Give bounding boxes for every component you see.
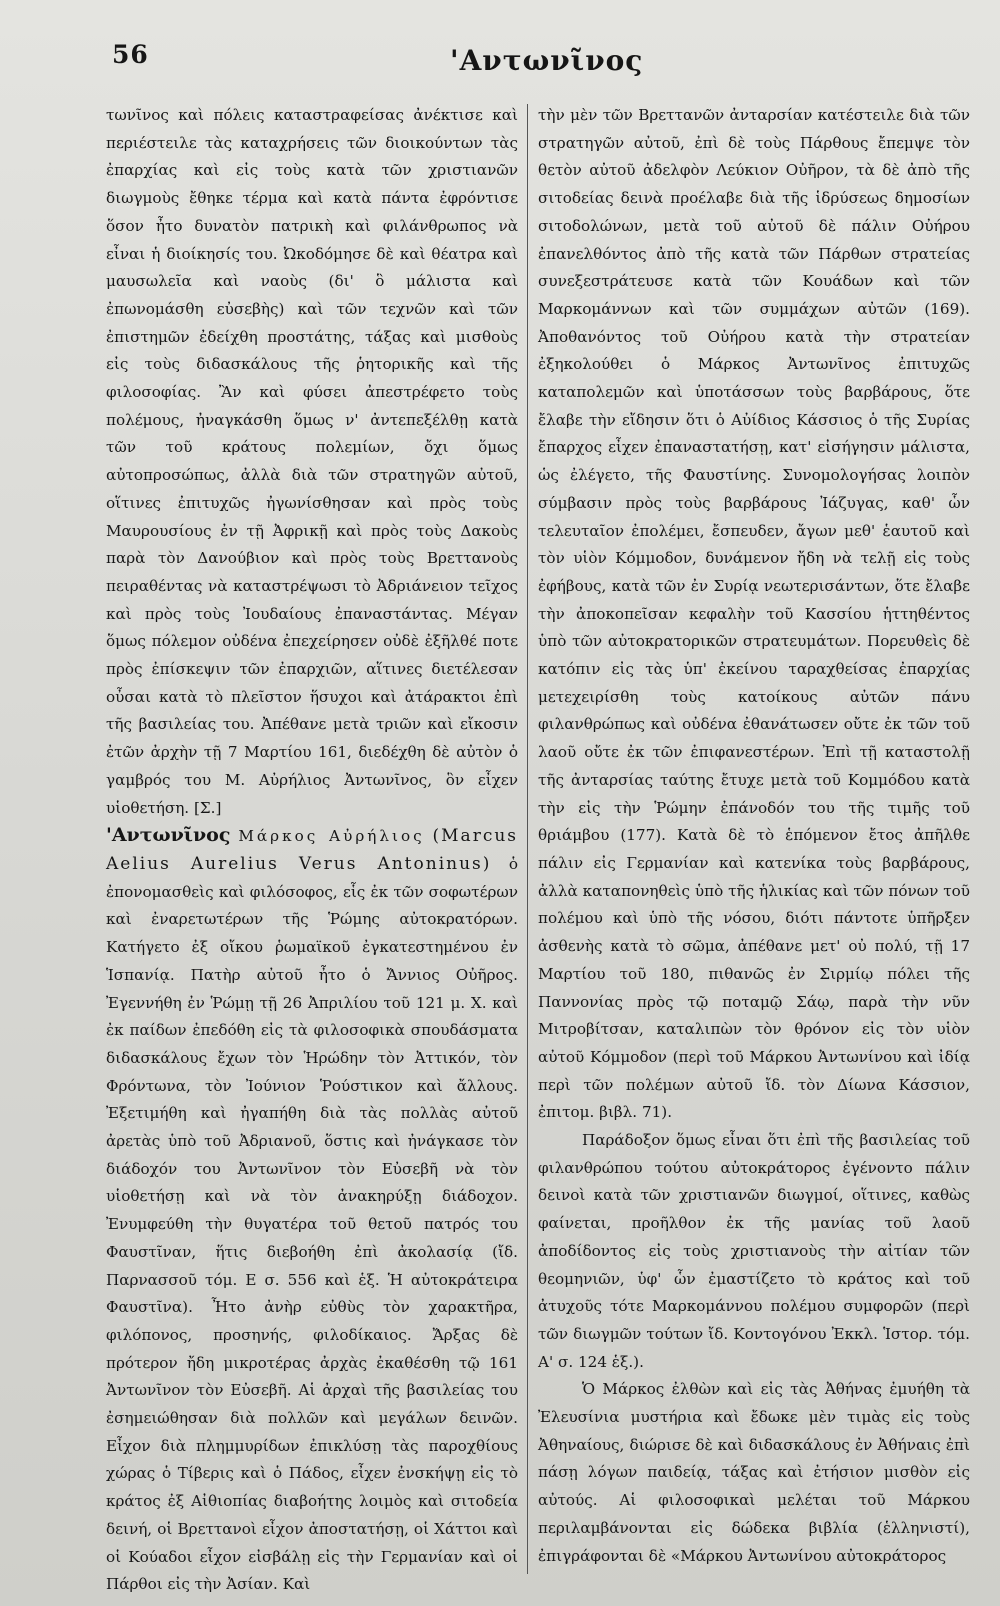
left-column	[106, 102, 518, 1599]
entry-latin-name: (Marcus Aelius Aurelius Verus Antoninus)	[106, 826, 519, 874]
right-paragraph-2: Παράδοξον ὅμως εἶναι ὅτι ἐπὶ τῆς βασιλείας τοῦ φιλανθρώπου τούτου αὐτοκράτορος ἐγένοντο πάλιν δεινοὶ κατὰ τῶν χριστιανῶν διωγμοί, οἵτινες, καθὼς φαίνεται, προῆλθον ἐκ τῆς μανίας τοῦ λαοῦ ἀποδίδοντος εἰς τοὺς χριστιανοὺς τὴν αἰτίαν τῶν θεομηνιῶν, ὑφ' ὧν ἐμαστίζετο τὸ κράτος καὶ τοῦ ἀτυχοῦς τότε Μαρκομάννου πολέμου συμφορῶν (περὶ τῶν διωγμῶν τούτων ἴδ. Κοντογόνου Ἐκκλ. Ἱστορ. τόμ. Α' σ. 124 ἑξ.).	[538, 1131, 970, 1371]
entry-name: Μάρκος Αὐρήλιος	[238, 827, 425, 846]
left-paragraph-2: ὁ ἐπονομασθεὶς καὶ φιλόσοφος, εἷς ἐκ τῶν σοφωτέρων καὶ ἐναρετωτέρων τῆς Ῥώμης αὐτοκρατόρων. Κατήγετο ἐξ οἴκου ῥωμαϊκοῦ ἐγκατεστημένου ἐν Ἱσπανίᾳ. Πατὴρ αὐτοῦ ἦτο ὁ Ἄννιος Οὐῆρος. Ἐγεννήθη ἐν Ῥώμῃ τῇ 26 Ἀπριλίου τοῦ 121 μ. Χ. καὶ ἐκ παίδων ἐπεδόθη εἰς τὰ φιλοσοφικὰ σπουδάσματα διδασκάλους ἔχων τὸν Ἡρώδην τὸν Ἀττικόν, τὸν Φρόντωνα, τὸν Ἰούνιον Ῥούστικον καὶ ἄλλους. Ἐξετιμήθη καὶ ἠγαπήθη διὰ τὰς πολλὰς αὐτοῦ ἀρετὰς ὑπὸ τοῦ Ἀδριανοῦ, ὅστις καὶ ἠνάγκασε τὸν διάδοχόν του Ἀντωνῖνον τὸν Εὐσεβῆ νὰ τὸν υἱοθετήσῃ καὶ νὰ τὸν ἀνακηρύξῃ διάδοχον. Ἐνυμφεύθη τὴν θυγατέρα τοῦ θετοῦ πατρός του Φαυστῖναν, ἥτις διεβοήθη ἐπὶ ἀκολασίᾳ (ἴδ. Παρνασσοῦ τόμ. Ε σ. 556 καὶ ἑξ. Ἡ αὐτοκράτειρα Φαυστῖνα). Ἦτο ἀνὴρ εὐθὺς τὸν χαρακτῆρα, φιλόπονος, προσηνής, φιλοδίκαιος. Ἄρξας δὲ πρότερον ἤδη μικροτέρας ἀρχὰς ἐκαθέσθη τῷ 161 Ἀντωνῖνον τὸν Εὐσεβῆ. Αἱ ἀρχαὶ τῆς βασιλείας του ἐσημειώθησαν διὰ πολλῶν καὶ μεγάλων δεινῶν. Εἶχον διὰ πλημμυρίδων ἐπικλύσῃ τὰς παροχθίους χώρας ὁ Τίβερις καὶ ὁ Πάδος, εἶχεν ἐνσκήψῃ εἰς τὸ κράτος ἐξ Αἰθιοπίας διαβοήτης λοιμὸς καὶ σιτοδεία δεινή, οἱ Βρεττανοὶ εἶχον ἀποστατήσῃ, οἱ Χάττοι καὶ οἱ Κούαδοι εἶχον εἰσβάλῃ εἰς τὴν Γερμανίαν καὶ οἱ Πάρθοι εἰς τὴν Ἀσίαν. Καὶ	[106, 854, 518, 1594]
running-title: 'Αντωνῖνος	[450, 44, 644, 77]
page-number: 56	[112, 40, 149, 69]
right-paragraph-3: Ὁ Μάρκος ἐλθὼν καὶ εἰς τὰς Ἀθήνας ἐμυήθη τὰ Ἐλευσίνια μυστήρια καὶ ἔδωκε μὲν τιμὰς εἰς τοὺς Ἀθηναίους, διώρισε δὲ καὶ διδασκάλους ἐν Ἀθήναις ἐπὶ πάσῃ λόγων παιδείᾳ, τάξας καὶ ἐτήσιον μισθὸν εἰς αὐτούς. Αἱ φιλοσοφικαὶ μελέται τοῦ Μάρκου περιλαμβάνονται εἰς δώδεκα βιβλία (ἑλληνιστί), ἐπιγράφονται δὲ «Μάρκου Ἀντωνίνου αὐτοκράτορος	[538, 1380, 970, 1565]
right-paragraph-1: τὴν μὲν τῶν Βρεττανῶν ἀνταρσίαν κατέστειλε διὰ τῶν στρατηγῶν αὐτοῦ, ἐπὶ δὲ τοὺς Πάρθους ἔπεμψε τὸν θετὸν αὐτοῦ ἀδελφὸν Λεύκιον Οὐῆρον, τὰ δὲ ἀπὸ τῆς σιτοδείας δεινὰ προέλαβε διὰ τῆς ἱδρύσεως δημοσίων σιτοδολώνων, μετὰ τοῦ αὐτοῦ δὲ πάλιν Οὐήρου ἐπανελθόντος ἀπὸ τῆς κατὰ τῶν Πάρθων στρατείας συνεξεστράτευσε κατὰ τῶν Κουάδων καὶ τῶν Μαρκομάννων καὶ τῶν συμμάχων αὐτῶν (169). Ἀποθανόντος τοῦ Οὐήρου κατὰ τὴν στρατείαν ἐξηκολούθει ὁ Μάρκος Ἀντωνῖνος ἐπιτυχῶς καταπολεμῶν καὶ ὑποτάσσων τοὺς βαρβάρους, ὅτε ἔλαβε τὴν εἴδησιν ὅτι ὁ Αὐίδιος Κάσσιος ὁ τῆς Συρίας ἔπαρχος εἶχεν ἐπαναστατήσῃ, κατ' εἰσήγησιν μάλιστα, ὡς ἐλέγετο, τῆς Φαυστίνης. Συνομολογήσας λοιπὸν σύμβασιν πρὸς τοὺς βαρβάρους Ἰάζυγας, καθ' ὧν τελευταῖον ἐπολέμει, ἔσπευδεν, ἄγων μεθ' ἑαυτοῦ καὶ τὸν υἱὸν Κόμμοδον, δυνάμενον ἤδη νὰ τελῇ εἰς τοὺς ἐφήβους, κατὰ τῶν ἐν Συρίᾳ νεωτερισάντων, ὅτε ἔλαβε τὴν ἀποκοπεῖσαν κεφαλὴν τοῦ Κασσίου ἡττηθέντος ὑπὸ τῶν αὐτοκρατορικῶν στρατευμάτων. Πορευθεὶς δὲ κατόπιν εἰς τὰς ὑπ' ἐκείνου ταραχθείσας ἐπαρχίας μετεχειρίσθη τοὺς κατοίκους αὐτῶν πάνυ φιλανθρώπως καὶ οὐδένα ἐθανάτωσεν οὔτε ἐκ τῶν τοῦ λαοῦ οὔτε ἐκ τῶν ἐπιφανεστέρων. Ἐπὶ τῇ καταστολῇ τῆς ἀνταρσίας ταύτης ἔτυχε μετὰ τοῦ Κομμόδου κατὰ τὴν εἰς τὴν Ῥώμην ἐπάνοδόν του τῆς τιμῆς τοῦ θριάμβου (177). Κατὰ δὲ τὸ ἑπόμενον ἔτος ἀπῆλθε πάλιν εἰς Γερμανίαν καὶ κατενίκα τοὺς βαρβάρους, ἀλλὰ καταπονηθεὶς ὑπὸ τῆς ἡλικίας καὶ τῶν πόνων τοῦ πολέμου καὶ ὑπὸ τῆς νόσου, διότι πάντοτε ὑπῆρξεν ἀσθενὴς κατὰ τὸ σῶμα, ἀπέθανε μετ' οὐ πολύ, τῇ 17 Μαρτίου τοῦ 180, πιθανῶς ἐν Σιρμίῳ πόλει τῆς Παννονίας πρὸς τῷ ποταμῷ Σάῳ, παρὰ τὴν νῦν Μιτροβίτσαν, καταλιπὼν τὸν θρόνον εἰς τὸν υἱὸν αὐτοῦ Κόμμοδον (περὶ τοῦ Μάρκου Ἀντωνίνου καὶ ἰδίᾳ περὶ τῶν πολέμων αὐτοῦ ἴδ. τὸν Δίωνα Κάσσιον, ἐπιτομ. βιβλ. 71).	[538, 106, 970, 1122]
right-column	[538, 102, 970, 1570]
column-divider	[527, 104, 528, 1574]
entry-heading	[106, 822, 518, 1599]
entry-title: 'Αντωνῖνος	[106, 824, 231, 847]
left-paragraph-1: τωνῖνος καὶ πόλεις καταστραφείσας ἀνέκτισε καὶ περιέστειλε τὰς καταχρήσεις τῶν διοικούντων τὰς ἐπαρχίας καὶ εἰς τοὺς κατὰ τῶν χριστιανῶν διωγμοὺς ἔθηκε τέρμα καὶ κατὰ πάντα ἐφρόντισε ὅσον ἦτο δυνατὸν πατρικὴ καὶ φιλάνθρωπος νὰ εἶναι ἡ διοίκησίς του. Ὠκοδόμησε δὲ καὶ θέατρα καὶ μαυσωλεῖα καὶ ναοὺς (δι' ὃ μάλιστα καὶ ἐπωνομάσθη εὐσεβὴς) καὶ τῶν τεχνῶν καὶ τῶν ἐπιστημῶν ἐδείχθη προστάτης, τάξας καὶ μισθοὺς εἰς τοὺς διδασκάλους τῆς ῥητορικῆς καὶ τῆς φιλοσοφίας. Ἂν καὶ φύσει ἀπεστρέφετο τοὺς πολέμους, ἠναγκάσθη ὅμως ν' ἀντεπεξέλθῃ κατὰ τῶν τοῦ κράτους πολεμίων, ὄχι ὅμως αὐτοπροσώπως, ἀλλὰ διὰ τῶν στρατηγῶν αὐτοῦ, οἵτινες ἐπιτυχῶς ἠγωνίσθησαν καὶ πρὸς τοὺς Μαυρουσίους ἐν τῇ Ἀφρικῇ καὶ πρὸς τοὺς Δακοὺς παρὰ τὸν Δανούβιον καὶ πρὸς τοὺς Βρεττανοὺς πειραθέντας νὰ καταστρέψωσι τὸ Ἀδριάνειον τεῖχος καὶ πρὸς τοὺς Ἰουδαίους ἐπαναστάντας. Μέγαν ὅμως πόλεμον οὐδένα ἐπεχείρησεν οὐδὲ ἐξῆλθέ ποτε πρὸς ἐπίσκεψιν τῶν ἐπαρχιῶν, αἵτινες διετέλεσαν οὖσαι κατὰ τὸ πλεῖστον ἥσυχοι καὶ ἀτάρακτοι ἐπὶ τῆς βασιλείας του. Ἀπέθανε μετὰ τριῶν καὶ εἴκοσιν ἐτῶν ἀρχὴν τῇ 7 Μαρτίου 161, διεδέχθη δὲ αὐτὸν ὁ γαμβρός του Μ. Αὐρήλιος Ἀντωνῖνος, ὃν εἶχεν υἱοθετήση. [Σ.]	[106, 106, 518, 817]
